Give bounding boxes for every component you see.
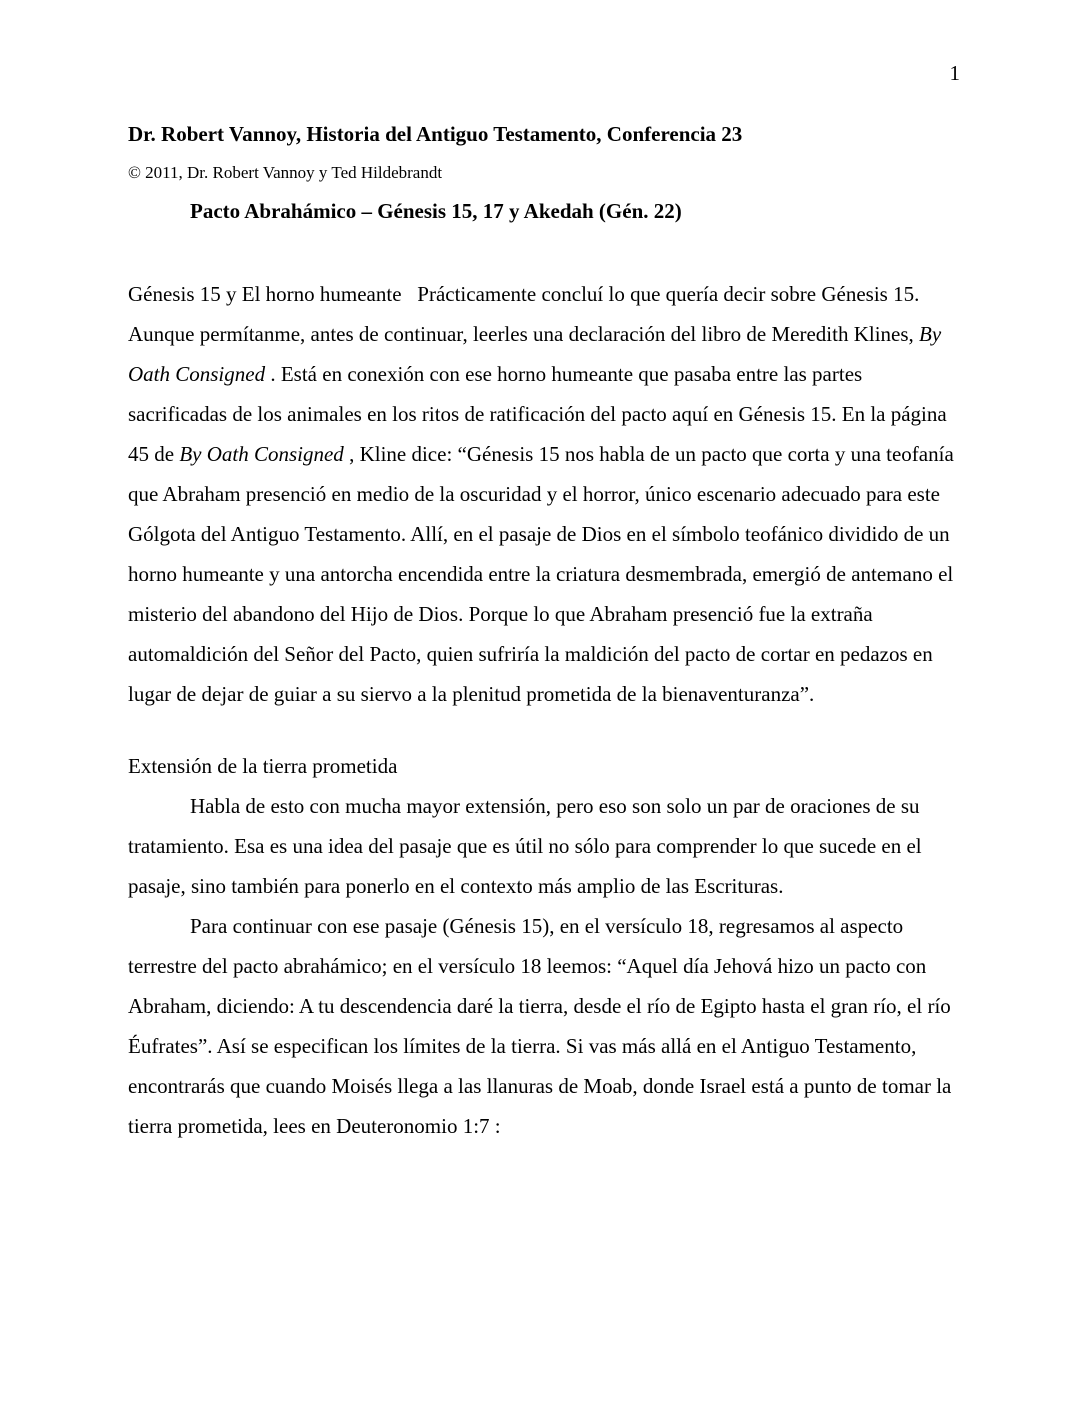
document-title: Dr. Robert Vannoy, Historia del Antiguo Testamento, Conferencia 23	[128, 122, 743, 146]
copyright-line: © 2011, Dr. Robert Vannoy y Ted Hildebrandt	[128, 163, 443, 182]
book-title-italic: By Oath Consigned	[179, 442, 344, 466]
page-number: 1	[949, 61, 960, 85]
paragraph-treatment-overview: Habla de esto con mucha mayor extensión, pero eso son solo un par de oraciones de su tratamiento. Esa es una idea del pasaje que es útil no sólo para comprender lo que sucede en el pasaje, sino también para ponerlo en el contexto más amplio de las Escrituras.	[128, 794, 927, 898]
paragraph-genesis-smoking-furnace	[128, 274, 964, 714]
document-subtitle: Pacto Abrahámico – Génesis 15, 17 y Akedah (Gén. 22)	[190, 199, 682, 223]
section-heading-promised-land-extent: Extensión de la tierra prometida	[128, 754, 398, 778]
paragraph-verse-18-land-promise: Para continuar con ese pasaje (Génesis 15), en el versículo 18, regresamos al aspecto terrestre del pacto abrahámico; en el versículo 18 leemos: “Aquel día Jehová hizo un pacto con Abraham, diciendo: A tu descendencia daré la tierra, desde el río de Egipto hasta el gran río, el río Éufrates”. Así se especifican los límites de la tierra. Si vas más allá en el Antiguo Testamento, encontrarás que cuando Moisés llega a las llanuras de Moab, donde Israel está a punto de tomar la tierra prometida, lees en Deuteronomio 1:7 :	[128, 914, 957, 1138]
paragraph-text: . Está en conexión con ese horno humeante que pasaba entre las partes sacrificadas de los animales en los ritos de ratificación del pacto aquí en Génesis 15. En la página 45 de	[128, 362, 952, 466]
paragraph-text: Génesis 15 y El horno humeante Prácticamente concluí lo que quería decir sobre Génesis 15. Aunque permítanme, antes de continuar, leerles una declaración del libro de Meredith Klines,	[128, 282, 924, 346]
book-title-italic: By Oath Consigned	[128, 322, 947, 386]
paragraph-text: , Kline dice: “Génesis 15 nos habla de un pacto que corta y una teofanía que Abraham presenció en medio de la oscuridad y el horror, único escenario adecuado para este Gólgota del Antiguo Testamento. Allí, en el pasaje de Dios en el símbolo teofánico dividido de un horno humeante y una antorcha encendida entre la criatura desmembrada, emergió de antemano el misterio del abandono del Hijo de Dios. Porque lo que Abraham presenció fue la extraña automaldición del Señor del Pacto, quien sufriría la maldición del pacto de cortar en pedazos en lugar de dejar de guiar a su siervo a la plenitud prometida de la bienaventuranza”.	[128, 442, 960, 706]
